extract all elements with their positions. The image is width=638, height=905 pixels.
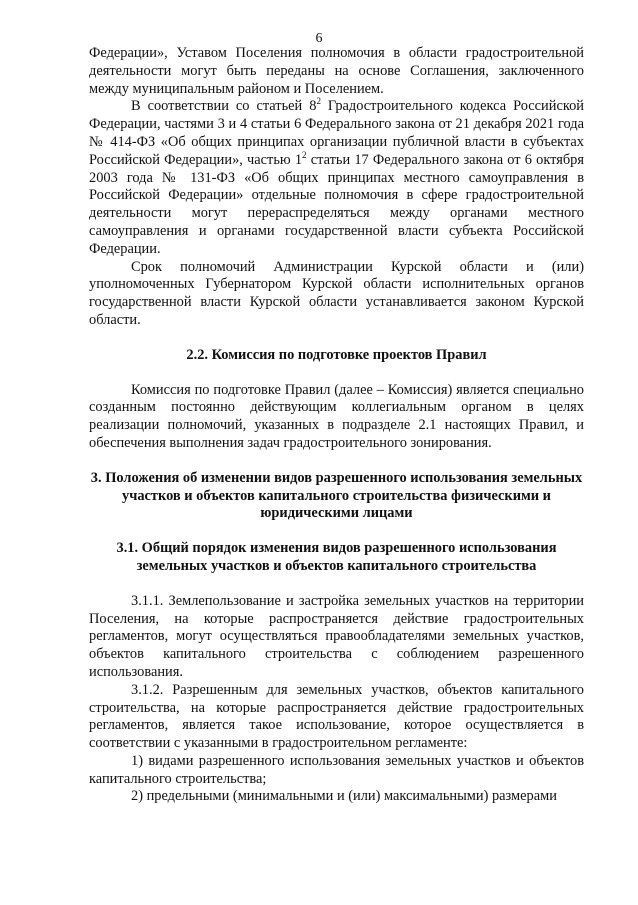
page-number: 6 — [315, 31, 323, 46]
document-body — [89, 45, 584, 806]
superscript-1: 2 — [316, 96, 321, 107]
paragraph-term-of-powers: Срок полномочий Администрации Курской области и (или) уполномоченных Губернатором Курской области исполнительных органов государственной власти Курской области устанавливается законом Курской области. — [89, 258, 584, 328]
paragraph-3-1-1: 3.1.1. Землепользование и застройка земельных участков на территории Поселения, на которые распространяется действие градостроительных регламентов, могут осуществляться правообладателями земельных участков, объектов капитального строительства с соблюдением разрешенного использования. — [89, 592, 584, 680]
heading-2-2: 2.2. Комиссия по подготовке проектов Правил — [186, 346, 487, 363]
heading-3: 3. Положения об изменении видов разрешенного использования земельных участков и объектов капитального строительства физическими и юридическими лицами — [90, 469, 583, 522]
list-item-2: 2) предельными (минимальными и (или) максимальными) размерами — [131, 788, 557, 805]
paragraph-legal-basis — [89, 98, 584, 258]
superscript-2: 2 — [302, 149, 307, 160]
list-item-1: 1) видами разрешенного использования земельных участков и объектов капитального строительства; — [89, 752, 584, 787]
paragraph-authority-transfer: Федерации», Уставом Поселения полномочия в области градостроительной деятельности могут быть переданы на основе Соглашения, заключенного между муниципальным районом и Поселением. — [89, 45, 584, 97]
paragraph-3-1-2: 3.1.2. Разрешенным для земельных участков, объектов капитального строительства, на которые распространяется действие градостроительных регламентов, является такое использование, которое осуществляется в соответствии с указанными в градостроительном регламенте: — [89, 681, 584, 752]
legal-basis-text-a: В соответствии со статьей 8 — [131, 98, 317, 115]
heading-3-1: 3.1. Общий порядок изменения видов разрешенного использования земельных участков и объектов капитального строительства — [116, 540, 557, 574]
paragraph-commission: Комиссия по подготовке Правил (далее – Комиссия) является специально созданным постоянно действующим коллегиальным органом в целях реализации полномочий, указанных в подразделе 2.1 настоящих Правил, и обеспечения выполнения задач градостроительного зонирования. — [89, 381, 584, 451]
legal-basis-text-b: Градостроительного кодекса Российской Федерации, частями 3 и 4 статьи 6 Федерального закона от 21 декабря 2021 года № 414-ФЗ «Об общих принципах организации публичной власти в субъектах Российской Федерации», частью 1 — [89, 98, 585, 168]
legal-basis-text-c: статьи 17 Федерального закона от 6 октября 2003 года № 131-ФЗ «Об общих принципах местного самоуправления в Российской Федерации» отдельные полномочия в сфере градостроительной деятельности могут перераспределяться между органами местного самоуправления и органами государственной власти субъекта Российской Федерации. — [89, 151, 584, 257]
